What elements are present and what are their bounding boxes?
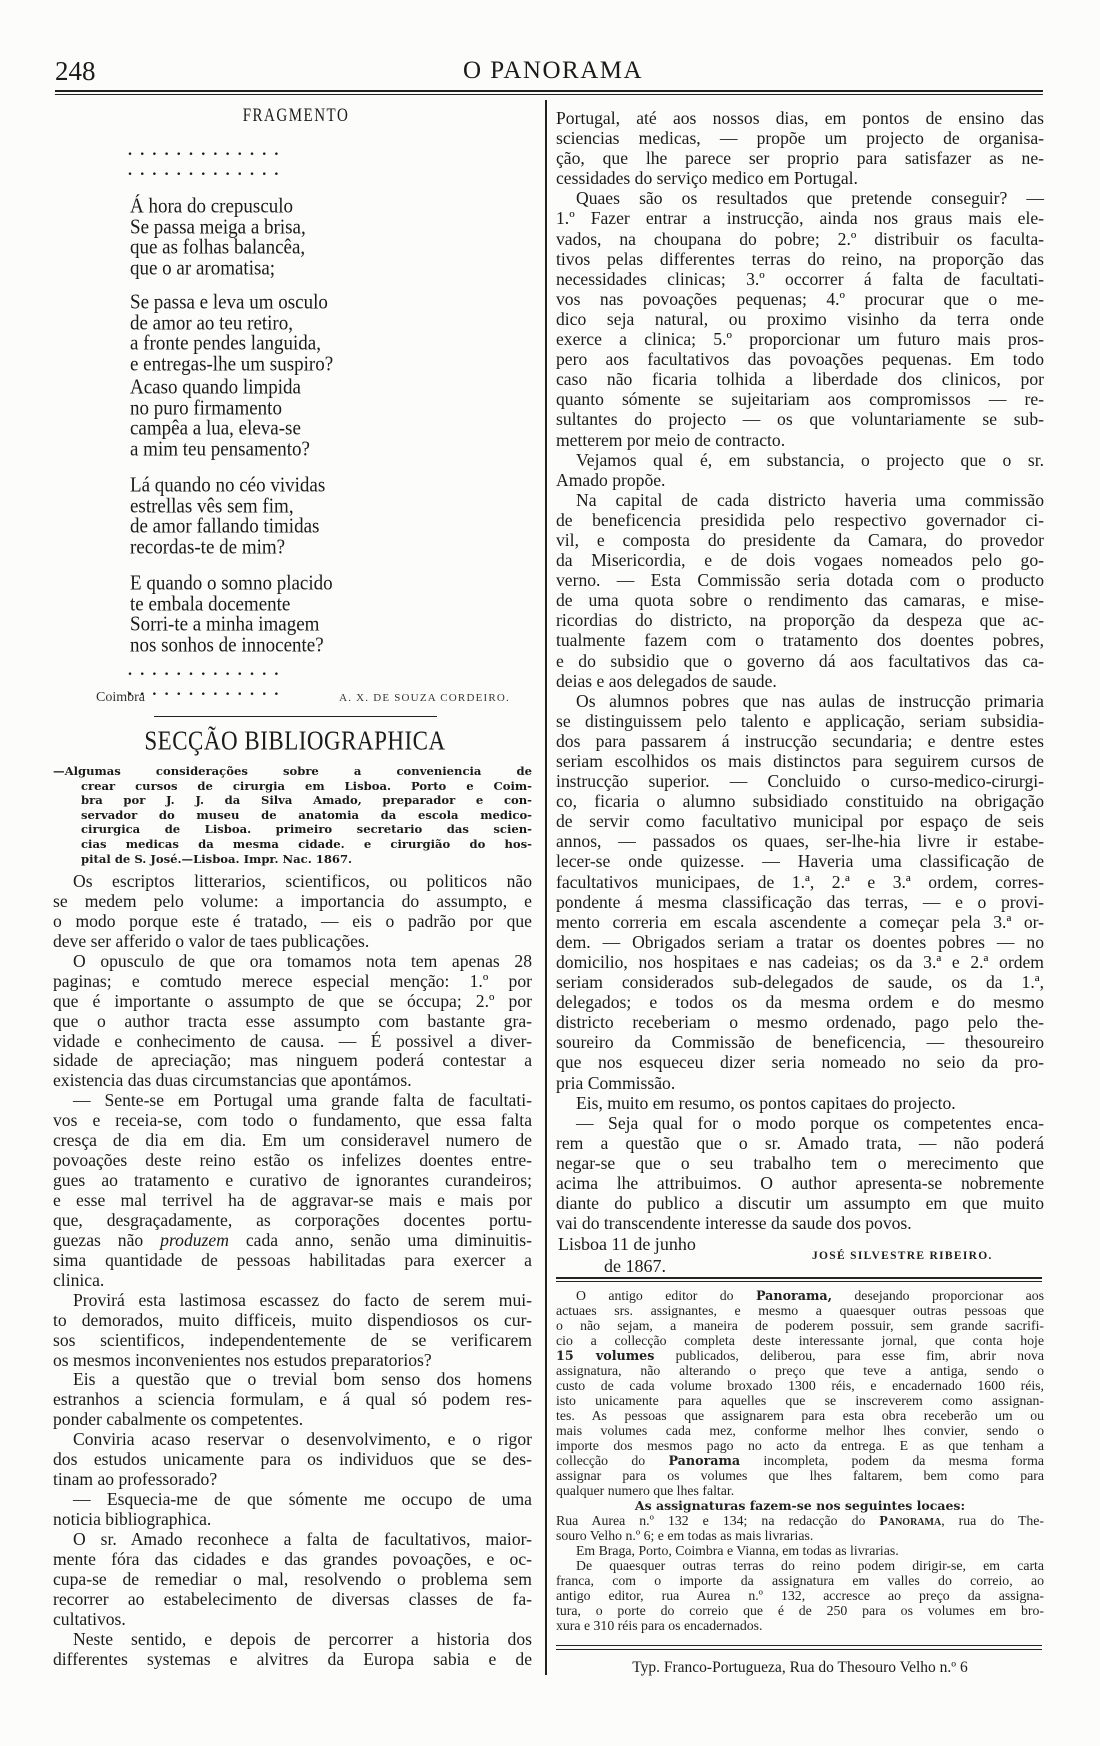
citation-line: servador do museu de anatomia da escola medico- [81,807,532,822]
paragraph [53,1530,532,1630]
text-line: noticia bibliographica. [53,1509,212,1529]
paragraph [556,1093,1044,1113]
section-divider [154,716,437,717]
text-run: , rua do The- [941,1513,1044,1528]
text-run: cada anno, senão uma diminuitis- [228,1229,532,1250]
printer-imprint: Typ. Franco-Portugueza, Rua do Thesouro Velho n.º 6 [632,1659,968,1676]
text-line: vil, e composta do presidente da Camara, do provedor [556,529,1044,550]
text-line: sima quantidade de pessoas habilitadas para exercer a [53,1249,532,1270]
poem-stanza [130,375,310,461]
text-line: lecer-se onde quizesse. — Haveria uma classificação de [556,851,1044,872]
notice-line [556,1453,1044,1468]
text-line: se medem pelo volume: a importancia do assumpto, e [53,890,532,911]
small-caps-text: Panorama [879,1513,942,1528]
text-run: Rua Aurea n.º 132 e 134; na redacção do [556,1513,880,1528]
poem-title: FRAGMENTO [242,105,350,126]
text-line: necessidades clinicas; 3.º occorrer á falta de facultati- [556,268,1044,289]
poem-author: A. X. DE SOUZA CORDEIRO. [339,692,510,704]
paragraph [556,490,1044,691]
poem-line: Lá quando no céo vividas [130,473,326,498]
text-line: ricordias do districto, na proporção da despeza que ac- [556,610,1044,631]
header-rule-thin [55,94,1043,95]
subscription-notice [556,1288,1044,1633]
text-line: ponder cabalmente os competentes. [53,1409,304,1430]
text-line: dico seja natural, ou proximo visinho da terra onde [556,308,1044,329]
text-line: deias e aos delegados de saude. [556,670,777,691]
text-line: tinam ao professorado? [53,1469,218,1490]
text-line: delegados; e todos os da mesma ordem e do mesmo [556,992,1044,1013]
notice-line: qualquer numero que lhes faltar. [556,1483,735,1498]
text-line: instrucção superior. — Concluido o curso-medico-cirurgi- [556,771,1044,792]
text-line: da Misericordia, e de dois vogaes nomeados pelo go- [556,550,1044,571]
text-line: estranhos a sciencia formulam, e á qual só podem res- [53,1389,532,1410]
text-run: publicados, deliberou, para esse fim, abrir nova [654,1348,1045,1363]
poem-line: que o ar aromatisa; [130,256,276,280]
text-line: vos e receia-se, com todo o fundamento, que essa falta [53,1110,532,1131]
right-column-article [556,108,1044,1233]
text-line: existencia das duas circumstancias que apontámos. [53,1070,412,1091]
text-line: exerce a clinica; 5.º proporcionar um futuro mais pros- [556,329,1044,350]
text-line: mente fóra das cidades e das grandes povoações, e oc- [53,1548,532,1569]
text-line: Provirá esta lastimosa escassez do facto de serem mui- [73,1289,532,1310]
notice-line: custo de cada volume broxado 1300 réis, e encadernado 1600 réis, [556,1378,1044,1393]
text-line: to demorados, muito difficeis, muito dispendiosos os cur- [53,1309,532,1330]
text-line: rem a questão que o sr. Amado trata, — não poderá [556,1132,1044,1153]
italic-text: produzem [160,1229,229,1250]
text-line: vos nas povoações pequenas; 4.º procurar que o me- [556,288,1044,309]
paragraph [556,450,1044,490]
text-line: annos, — passados os quaes, ser-lhe-hia livre ir estabe- [556,831,1044,852]
text-line: seriam considerados sub-delegados de saude, os da 1.ª, [556,972,1044,993]
text-line: vai do transcendente interesse da saude dos povos. [556,1213,912,1234]
text-line: metterem por meio de contracto. [556,429,786,450]
text-line: sos scientificos, independentemente de se verificarem [53,1329,532,1350]
poem-stanza [130,290,334,376]
text-line: domicilio, nos hospitaes e nas cadeias; os da 3.ª e 2.ª ordem [556,951,1044,972]
poem-line: estrellas vês sem fim, [130,494,294,518]
text-line: deve ser afferido o valor de taes publicações. [53,930,370,951]
poem-stanza [130,571,333,657]
poem-line: Á hora do crepusculo [130,194,294,219]
text-line: Na capital de cada districto haveria uma commissão [576,489,1044,510]
text-line: O sr. Amado reconhece a falta de facultativos, maior- [73,1528,532,1549]
poem-line: Sorri-te a minha imagem [130,612,320,637]
page-number: 248 [55,56,96,86]
text-line: os mesmos inconvenientes nos estudos preparatorios? [53,1349,432,1370]
text-line: recorrer ao estabelecimento de diversas classes de fa- [53,1588,532,1609]
column-divider [545,100,547,1675]
poem-line: te embala docemente [130,592,291,616]
poem-line: recordas-te de mim? [130,535,286,559]
paragraph [53,952,532,1092]
paragraph [53,1370,532,1430]
text-line: seriam escolhidos os mais distinctos para seguirem cursos de [556,751,1044,771]
paragraph [556,188,1044,449]
notice-line: o não sejam, a maneira de poderem possuir, sem grande sacrifi- [556,1318,1044,1333]
text-line: pondente á mesma classificação das terras, — e o provi- [556,891,1044,912]
text-line: Os escriptos litterarios, scientificos, ou politicos não [73,871,532,891]
dateline: Lisboa 11 de junho [558,1234,696,1254]
text-line: negar-se que o seu trabalho tem o merecimento que [556,1152,1044,1173]
text-line: o modo porque este é tratado, — eis o padrão por que [53,910,532,931]
notice-line: cio a collecção completa deste interessante jornal, que conta hoje [556,1333,1044,1348]
text-line: se distinguissem pelo talento e applicação, seriam subsidia- [556,710,1044,731]
poem-line: de amor fallando timidas [130,514,320,539]
notice-line: actuaes srs. assignantes, e mesmo a quaesquer outras pessoas que [556,1303,1044,1318]
notice-line [556,1348,1044,1363]
notice-line: xura e 310 réis para os encadernados. [556,1618,763,1633]
citation-line: cirurgica de Lisboa. primeiro secretario das scien- [81,822,532,837]
text-line: que é importante o assumpto de que se óccupa; 2.º por [53,990,532,1011]
paragraph [556,691,1044,1093]
notice-line: mais volumes cada mez, conforme melhor lhes convier, sendo o [556,1423,1044,1438]
text-line: que o author tracta esse assumpto com bastante gra- [53,1010,532,1031]
text-line: 1.º Fazer entrar a instrucção, ainda nos graus mais ele- [556,208,1044,229]
book-citation [53,764,532,866]
notice-rule [556,1277,1042,1279]
poem-line: campêa a lua, eleva-se [130,416,301,441]
poem-line: Se passa e leva um osculo [130,290,328,315]
text-line: Conviria acaso reservar o desenvolvimento, e o rigor [73,1429,532,1450]
text-line: cessidades do serviço medico em Portugal. [556,168,858,189]
notice-line: franca, com o importe da assignatura em valles do correio, ao [556,1573,1044,1588]
text-line: tualmente fazem com o tratamento dos doentes pobres, [556,630,1044,651]
text-line: de uma quota sobre o rendimento das camaras, e mise- [556,590,1044,611]
text-run: incompleta, podem da mesma forma [740,1453,1044,1468]
text-line: Eis, muito em resumo, os pontos capitaes do projecto. [576,1092,956,1113]
paragraph [53,1630,532,1670]
text-line: cultativos. [53,1608,126,1629]
poem-stanza [130,194,306,280]
citation-line: crear cursos de cirurgia em Lisboa. Porto e Coim- [81,778,532,793]
poem-line: E quando o somno placido [130,571,333,596]
footer-rule-thin [556,1649,1042,1650]
dateline-year: de 1867. [604,1256,666,1276]
text-line: soureiro da Commissão de beneficencia, — thesoureiro [556,1032,1044,1053]
paragraph [53,1091,532,1290]
text-line: pria Commissão. [556,1072,676,1093]
notice-line [556,1513,1044,1528]
poem-place: Coimbra [96,690,145,705]
citation-line: pital de S. José.—Lisboa. Impr. Nac. 1867. [81,851,353,866]
text-line: vidade e conhecimento de causa. — É possivel a diver- [53,1030,532,1051]
poem-line: a fronte pendes languida, [130,331,321,356]
text-run: collecção do [556,1453,669,1468]
newspaper-title: O PANORAMA [462,57,644,84]
notice-line: souro Velho n.º 6; e em todas as mais livrarias. [556,1528,814,1543]
text-line: sidade de apreciação; mas ninguem poderá contestar a [53,1050,532,1071]
notice-line: Em Braga, Porto, Coimbra e Vianna, em todas as livrarias. [576,1543,899,1558]
poem-line: e entregas-lhe um suspiro? [130,352,334,376]
text-line: vados, na choupana do pobre; 2.º distribuir os faculta- [556,228,1044,249]
poem-ellipsis-row: ............. [128,682,287,699]
paragraph [53,1291,532,1371]
text-line: quanto sómente se sujeitariam aos compromissos — re- [556,389,1044,410]
text-line: Amado propõe. [556,469,666,490]
bold-text: Panorama [668,1453,741,1468]
notice-line [556,1288,1044,1303]
poem-line: que as folhas balancêa, [130,235,306,260]
text-line: Eis a questão que o trevial bom senso dos homens [73,1369,532,1390]
footer-rule [556,1645,1042,1646]
left-column-article [53,872,532,1670]
text-run: O antigo editor do [576,1288,756,1303]
text-line: verno. — Esta Commissão seria dotada com o producto [556,570,1044,591]
paragraph [53,1430,532,1490]
text-line: sciencias medicas, — propõe um projecto de organisa- [556,128,1044,149]
poem-line: a mim teu pensamento? [130,437,310,461]
text-line: districto receberiam o mesmo ordenado, pago pelo the- [556,1012,1044,1033]
text-line: Quaes são os resultados que pretende conseguir? — [576,188,1044,209]
article-signature: JOSÉ SILVESTRE RIBEIRO. [812,1250,993,1262]
text-line: clinica. [53,1269,105,1290]
text-line: dos estudos unicamente para os individuos que se des- [53,1449,532,1470]
text-line: dos para passarem á instrucção secundaria; e dentre estes [556,730,1044,751]
text-line: — Esquecia-me de que sómente me occupo de uma [73,1489,532,1510]
text-line: e do subsidio que o governo dá aos facultativos das ca- [556,650,1044,671]
citation-line: —Algumas considerações sobre a conveniencia de [53,764,532,778]
text-line: de servir como facultativo municipal por espaço de seis [556,811,1044,832]
text-line: caso não ficaria tolhida a liberdade dos clinicos, por [556,369,1044,390]
text-line: tivos pelas differentes terras do reino, na proporção das [556,248,1044,269]
notice-line: isto unicamente para aquelles que se inscreverem como assignan- [556,1393,1044,1408]
bold-text: 15 volumes [556,1348,655,1363]
text-line: — Seja qual for o modo porque os competentes enca- [576,1112,1044,1133]
text-line: acima lhe attribuimos. O author apresenta-se nobremente [556,1172,1044,1193]
text-line: — Sente-se em Portugal uma grande falta de facultati- [73,1090,532,1111]
header-rule [55,90,1043,92]
text-line: Neste sentido, e depois de percorrer a historia dos [73,1628,532,1649]
text-line: povoações deste reino estão os infelizes doentes entre- [53,1150,532,1171]
text-run: desejando proporcionar aos [832,1288,1044,1303]
text-line: dem. — Obrigados seriam a tratar os doentes pobres — no [556,931,1044,952]
text-line: diante do publico a discutir um assumpto em que muito [556,1193,1044,1214]
text-line: facultativos municipaes, de 1.ª, 2.ª e 3.ª ordem, corres- [556,871,1044,892]
notice-line: assignar para os volumes que lhes faltarem, bem como para [556,1468,1044,1483]
text-line: cupa-se de remediar o mal, resolvendo o problema sem [53,1568,532,1589]
text-line: pero aos facultativos das povoações pequenas. Em todo [556,349,1044,370]
text-line: O opusculo de que ora tomamos nota tem apenas 28 [73,950,532,971]
poem-line: nos sonhos de innocente? [130,633,324,657]
paragraph [53,1490,532,1530]
text-line: mento correria em escala ascendente a começar pela 3.ª or- [556,911,1044,932]
text-line: Os alumnos pobres que nas aulas de instrucção primaria [576,690,1044,711]
text-line: co, ficaria o alumno subsidiado constituido na obrigação [556,791,1044,812]
notice-line: De quaesquer outras terras do reino podem dirigir-se, em carta [576,1558,1044,1573]
text-line: ção, que lhe parece ser proprio para satisfazer as ne- [556,148,1044,169]
text-line [53,1231,532,1251]
section-title: SECÇÃO BIBLIOGRAPHICA [144,725,446,756]
citation-line: cias medicas da mesma cidade. e cirurgião do hos- [81,836,532,851]
text-line: differentes systemas e alvitres da Europa sabia e de [53,1648,532,1669]
paragraph [556,1113,1044,1234]
poem-stanza [130,473,326,559]
text-run: guezas não [53,1229,161,1250]
text-line: de beneficencia presidida pelo respectivo governador ci- [556,509,1044,530]
paragraph [53,872,532,952]
notice-rule-thin [556,1281,1042,1282]
bold-text: Panorama, [755,1288,833,1303]
poem-ellipsis-row: ............. [128,142,287,159]
text-line: que nos esqueceu dizer seria nomeado no seio da pro- [556,1052,1044,1073]
text-line: Vejamos qual é, em substancia, o projecto que o sr. [576,449,1044,470]
poem-line: Acaso quando limpida [130,375,301,400]
notice-line: importe dos mesmos pago no acto da entrega. E as que tenham a [556,1438,1044,1453]
text-line: Portugal, até aos nossos dias, em pontos de ensino das [556,108,1044,128]
poem-ellipsis-row: ............. [128,662,287,679]
text-line: sultantes do projecto — os que voluntariamente se sub- [556,409,1044,430]
notice-heading: As assignaturas fazem-se nos seguintes locaes: [634,1498,966,1513]
poem-line: no puro firmamento [130,396,282,420]
text-line: paginas; e comtudo merece especial menção: 1.º por [53,970,532,991]
text-line: e esse mal terrivel ha de aggravar-se mais e mais por [53,1190,532,1210]
poem-ellipsis-row: ............. [128,162,287,179]
paragraph [556,108,1044,188]
notice-line: tes. As pessoas que assignarem para esta obra receberão um ou [556,1408,1044,1423]
notice-line: assignatura, não alterando o preço que teve a antiga, sendo o [556,1363,1044,1378]
notice-line: antigo editor, rua Aurea n.º 132, accresce ao preço da assigna- [556,1588,1044,1603]
citation-line: bra por J. J. da Silva Amado, preparador e con- [81,793,532,808]
text-line: gues ao tratamento e curativo de ignorantes curandeiros; [53,1170,532,1191]
poem-line: Se passa meiga a brisa, [130,215,306,239]
text-line: que, desgraçadamente, as corporações docentes portu- [53,1209,532,1230]
poem-line: de amor ao teu retiro, [130,311,294,335]
text-line: cresça de dia em dia. Em um consideravel numero de [53,1130,532,1151]
notice-line: tura, o porte do correio que é de 250 para os volumes em bro- [556,1603,1044,1618]
